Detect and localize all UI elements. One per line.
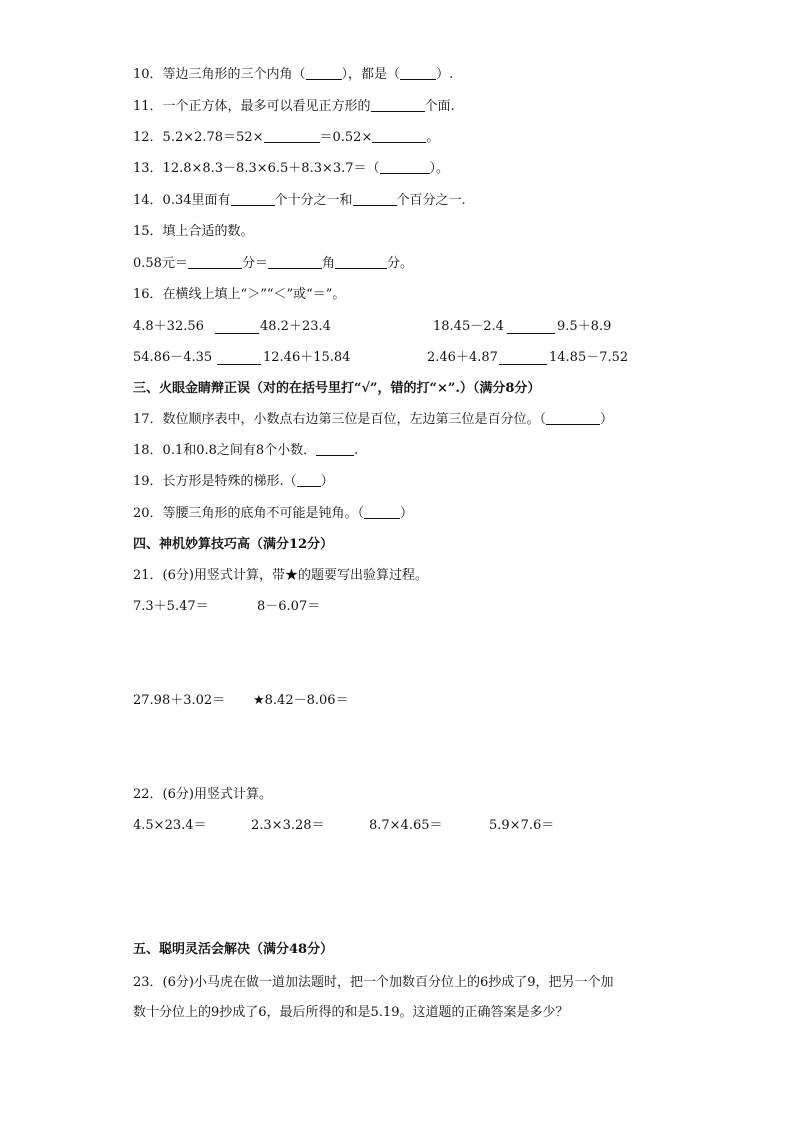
q14-blank-1[interactable] [231,192,275,206]
question-14 [133,192,674,210]
q16-r2-left-2: 2.46＋4.87 [427,350,498,365]
q13-text-a: 13．12.8×8.3－8.3×6.5＋8.3×3.7＝（ [133,161,380,176]
q16-r2-right-1: 12.46＋15.84 [263,350,351,365]
q13-blank[interactable] [380,160,430,174]
question-12 [133,129,674,147]
q20-text-b: ） [400,506,414,521]
q10-text-b: ），都是（ [341,67,401,82]
question-13 [133,160,674,178]
q22-expr-1: 4.5×23.4＝ [133,818,207,833]
section-3-title: 三、火眼金睛辩正误（对的在括号里打“√”，错的打“×”.）（满分8分） [133,381,541,396]
q16-r1-right-2: 9.5＋8.9 [557,319,612,334]
q15b-blank-3[interactable] [335,255,387,269]
q14-text-b: 个十分之一和 [274,193,353,208]
q15b-text-d: 分。 [386,256,413,271]
q18-text-a: 18．0.1和0.8之间有8个小数． [133,443,317,458]
q14-text-c: 个百分之一. [396,193,466,208]
q12-blank-1[interactable] [264,129,320,143]
q14-blank-2[interactable] [353,192,397,206]
q16-r2-right-2: 14.85－7.52 [549,350,629,365]
question-20 [133,505,674,523]
q15b-blank-2[interactable] [268,255,322,269]
question-15 [133,223,674,241]
question-16 [133,286,674,304]
q16-r2-blank-1[interactable] [217,351,261,365]
q22-expr-4: 5.9×7.6＝ [489,818,555,833]
q11-text-a: 11．一个正方体，最多可以看见正方形的 [133,99,371,114]
q14-text-a: 14．0.34里面有 [133,193,231,208]
q13-text-b: ）。 [429,161,450,176]
question-23-line-2: 数十分位上的9抄成了6，最后所得的和是5.19。这道题的正确答案是多少？ [133,1005,569,1020]
q12-blank-2[interactable] [372,129,426,143]
q21-text: 21．(6分)用竖式计算，带★的题要写出验算过程。 [133,568,428,583]
question-10 [133,66,674,84]
q21-r1-expr-1: 7.3＋5.47＝ [133,599,209,614]
q16-r2-blank-2[interactable] [499,351,547,365]
question-11 [133,98,674,116]
q12-text-c: 。 [426,130,440,145]
q10-blank-2[interactable] [400,66,436,80]
q17-text-a: 17．数位顺序表中，小数点右边第三位是百位，左边第三位是百分位。（ [133,412,547,427]
q10-text-c: ）. [436,67,454,82]
q16-r1-left-1: 4.8＋32.56 [133,319,204,334]
q16-text: 16．在横线上填上“＞”“＜”或“＝”。 [133,287,346,302]
q16-r1-left-2: 18.45－2.4 [433,319,504,334]
q22-expr-2: 2.3×3.28＝ [251,818,325,833]
q22-text: 22．(6分)用竖式计算。 [133,787,272,802]
q16-r1-right-1: 48.2＋23.4 [260,319,331,334]
q22-expr-3: 8.7×4.65＝ [369,818,443,833]
q11-text-b: 个面. [424,99,455,114]
q19-text-b: ） [320,474,334,489]
q17-text-b: ） [600,412,614,427]
q15-text: 15．填上合适的数。 [133,224,254,239]
q19-text-a: 19．长方形是特殊的梯形.（ [133,474,297,489]
q21-r2-expr-2: ★8.42－8.06＝ [253,693,349,708]
q15b-text-b: 分＝ [241,256,268,271]
q10-blank-1[interactable] [306,66,342,80]
question-17 [133,411,674,429]
question-18 [133,442,674,460]
q21-r2-expr-1: 27.98＋3.02＝ [133,693,226,708]
q12-text-b: ＝0.52× [319,130,373,145]
q12-text-a: 12．5.2×2.78＝52× [133,130,264,145]
q20-blank[interactable] [364,505,400,519]
q15b-text-c: 角 [321,256,335,271]
q16-r2-left-1: 54.86－4.35 [133,350,213,365]
question-15-fill [133,255,674,273]
q16-r1-blank-2[interactable] [507,320,555,334]
q19-blank[interactable] [297,473,321,487]
question-21 [133,567,674,585]
q16-r1-blank-1[interactable] [215,320,259,334]
question-23-line-1: 23．(6分)小马虎在做一道加法题时，把一个加数百分位上的6抄成了9，把另一个加 [133,975,614,990]
section-5-title: 五、聪明灵活会解决（满分48分） [133,942,334,957]
q10-text-a: 10．等边三角形的三个内角（ [133,67,306,82]
q18-text-b: . [354,443,359,458]
q11-blank[interactable] [371,98,425,112]
question-19 [133,473,674,491]
q21-r1-expr-2: 8－6.07＝ [257,599,321,614]
question-22 [133,786,674,804]
q17-blank[interactable] [546,411,600,425]
q15b-blank-1[interactable] [188,255,242,269]
q15b-text-a: 0.58元＝ [133,256,188,271]
section-4-title: 四、神机妙算技巧高（满分12分） [133,537,334,552]
q20-text-a: 20．等腰三角形的底角不可能是钝角。（ [133,506,365,521]
q18-blank[interactable] [316,442,354,456]
